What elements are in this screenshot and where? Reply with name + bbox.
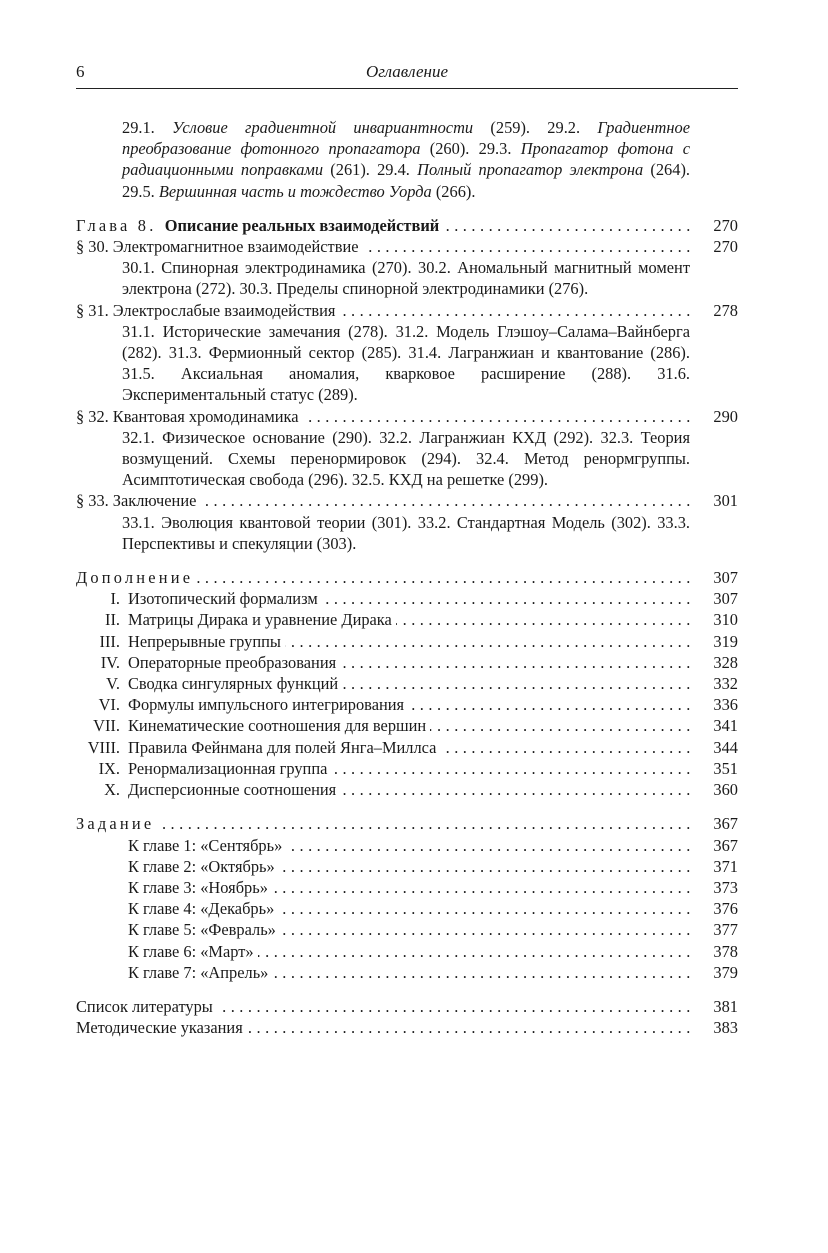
page-ref: 278 [713, 300, 738, 320]
appendix-number: III. [99, 631, 120, 651]
appendix-heading [76, 589, 322, 608]
page-ref: 310 [713, 610, 738, 630]
task-entry[interactable] [76, 877, 738, 898]
page-ref: 301 [713, 491, 738, 511]
task-heading [76, 857, 279, 876]
appendix-entry[interactable] [76, 652, 738, 673]
task-entry[interactable] [76, 962, 738, 983]
appendix-heading [76, 759, 331, 778]
section-heading [76, 237, 363, 256]
page-ref: 336 [713, 695, 738, 715]
subsection-ref: (261). 29.4. [323, 160, 418, 180]
appendix-heading [76, 780, 340, 799]
task-entry[interactable] [76, 898, 738, 919]
task-title: К главе 4: «Декабрь» [128, 899, 275, 919]
page-ref: 360 [713, 780, 738, 800]
appendix-title: Дополнение [76, 568, 197, 587]
leader-dots [76, 631, 690, 652]
leader-dots [76, 694, 690, 715]
appendix-item-title: Матрицы Дирака и уравнение Дирака [128, 610, 392, 630]
leader-dots [76, 715, 690, 736]
task-title: К главе 2: «Октябрь» [128, 856, 275, 876]
toc-entry-section[interactable] [76, 236, 738, 257]
subsection-list: 31.1. Исторические замечания (278). 31.2. Модель Глэшоу–Салама–Вайнберга (282). 31.3. Фермионный сектор (285). 31.4. Лагранжиан и квантование (286). 31.5. Аксиальная аномалия, кварковое расширение (288). 31.6. Экспериментальный статус (289). [122, 321, 690, 405]
appendix-heading [76, 716, 430, 735]
page-ref: 341 [713, 716, 738, 736]
page-ref: 290 [713, 406, 738, 426]
task-title: К главе 1: «Сентябрь» [128, 835, 283, 855]
page-ref: 367 [713, 814, 738, 834]
leader-dots [76, 919, 690, 940]
appendix-heading [76, 695, 408, 714]
subsection-title: Полный пропагатор электрона [417, 160, 644, 180]
appendix-number: I. [110, 589, 120, 609]
toc-entry-tasks[interactable] [76, 813, 738, 834]
page-ref: 307 [713, 589, 738, 609]
subsection-list: 32.1. Физическое основание (290). 32.2. Лагранжиан КХД (292). 32.3. Теория возмущений. Схемы перенормировок (294). 32.4. Метод ренормгруппы. Асимптотическая свобода (296). 32.5. КХД на решетке (299). [122, 427, 690, 490]
appendix-item-title: Правила Фейнмана для полей Янга–Миллса [128, 737, 437, 757]
appendix-heading [76, 653, 340, 672]
appendix-item-title: Операторные преобразования [128, 652, 337, 672]
leader-dots [76, 609, 690, 630]
page-ref: 377 [713, 920, 738, 940]
appendix-entry[interactable] [76, 694, 738, 715]
page-ref: 307 [713, 568, 738, 588]
section-number: § 30. [76, 237, 109, 257]
subsection-title: Пропагатор фотона с радиационными поправками [122, 139, 690, 180]
appendix-number: IX. [98, 758, 120, 778]
leader-dots [76, 835, 690, 856]
appendix-heading [76, 610, 396, 629]
leader-dots [76, 779, 690, 800]
appendix-entry[interactable] [76, 609, 738, 630]
subsection-ref: 29.1. [122, 118, 173, 137]
chapter-prefix: Глава 8. [76, 215, 157, 235]
appendix-entry[interactable] [76, 715, 738, 736]
page-ref: 371 [713, 856, 738, 876]
subsection-ref: (260). 29.3. [420, 139, 521, 159]
page-ref: 319 [713, 631, 738, 651]
appendix-number: IV. [100, 652, 120, 672]
page-ref: 344 [713, 737, 738, 757]
appendix-entry[interactable] [76, 631, 738, 652]
appendix-entry[interactable] [76, 673, 738, 694]
page-ref: 367 [713, 835, 738, 855]
page-ref: 383 [713, 1018, 738, 1038]
chapter-title: Описание реальных взаимодействий [164, 215, 440, 235]
toc-page [76, 62, 738, 1038]
task-heading [76, 878, 272, 897]
appendix-heading [76, 738, 440, 757]
page-ref: 379 [713, 962, 738, 982]
appendix-number: VIII. [87, 737, 120, 757]
task-title: К главе 5: «Февраль» [128, 920, 276, 940]
task-heading [76, 963, 272, 982]
task-heading [76, 836, 286, 855]
appendix-entry[interactable] [76, 779, 738, 800]
leader-dots [76, 877, 690, 898]
appendix-number: V. [106, 674, 120, 694]
page-ref: 332 [713, 674, 738, 694]
appendix-item-title: Изотопический формализм [128, 589, 318, 609]
section-title: Квантовая хромодинамика [112, 406, 299, 426]
appendix-entry[interactable] [76, 737, 738, 758]
appendix-heading [76, 632, 285, 651]
leader-dots [76, 737, 690, 758]
leader-dots [76, 898, 690, 919]
leader-dots [76, 941, 690, 962]
task-title: К главе 7: «Апрель» [128, 962, 269, 982]
toc-entry-guidelines[interactable] [76, 1017, 738, 1038]
section-title: Электромагнитное взаимодействие [112, 237, 359, 257]
appendix-number: II. [104, 610, 120, 630]
page-ref: 381 [713, 996, 738, 1016]
task-entry[interactable] [76, 856, 738, 877]
appendix-item-title: Ренормализационная группа [128, 758, 328, 778]
section-heading [76, 301, 339, 320]
guidelines-title: Методические указания [76, 1018, 247, 1037]
appendix-item-title: Дисперсионные соотношения [128, 780, 337, 800]
section-number: § 33. [76, 491, 109, 511]
running-header [76, 62, 738, 89]
toc-entry-section[interactable] [76, 406, 738, 427]
page-ref: 270 [713, 215, 738, 235]
toc-entry-bibliography[interactable] [76, 996, 738, 1017]
section-list [76, 236, 738, 554]
section-heading [76, 491, 200, 510]
task-title: К главе 6: «Март» [128, 941, 254, 961]
task-entry[interactable] [76, 941, 738, 962]
page-ref: 328 [713, 652, 738, 672]
section-number: § 31. [76, 300, 109, 320]
tasks-title: Задание [76, 814, 158, 833]
appendix-number: VII. [93, 716, 120, 736]
toc-entry-section[interactable] [76, 490, 738, 511]
appendix-number: VI. [98, 695, 120, 715]
section-heading [76, 407, 303, 426]
continued-subsection-list [76, 117, 738, 202]
tasks-list [76, 835, 738, 983]
appendix-heading [76, 674, 342, 693]
leader-dots [76, 236, 690, 257]
bibliography-title: Список литературы [76, 997, 217, 1016]
page-ref: 373 [713, 877, 738, 897]
subsection-title: Вершинная часть и тождество Уорда [158, 181, 432, 201]
toc-entry-chapter-8[interactable] [76, 215, 738, 236]
leader-dots [76, 406, 690, 427]
page-ref: 351 [713, 758, 738, 778]
task-title: К главе 3: «Ноябрь» [128, 877, 268, 897]
leader-dots [76, 856, 690, 877]
subsection-ref: (259). 29.2. [473, 118, 598, 137]
page-ref: 378 [713, 941, 738, 961]
subsection-title: Градиентное преобразование фотонного пропагатора [122, 118, 690, 159]
toc-entry-section[interactable] [76, 300, 738, 321]
section-number: § 32. [76, 406, 109, 426]
task-heading [76, 942, 258, 961]
section-title: Электрослабые взаимодействия [112, 300, 336, 320]
section-title: Заключение [112, 491, 197, 511]
appendix-item-title: Кинематические соотношения для вершин [128, 716, 427, 736]
task-heading [76, 899, 278, 918]
leader-dots [76, 673, 690, 694]
leader-dots [76, 300, 690, 321]
task-entry[interactable] [76, 919, 738, 940]
leader-dots [76, 758, 690, 779]
toc-entry-appendix[interactable] [76, 567, 738, 588]
appendix-list [76, 588, 738, 800]
appendix-item-title: Формулы импульсного интегрирования [128, 695, 405, 715]
leader-dots [76, 588, 690, 609]
subsection-ref: (266). [431, 181, 476, 201]
page-ref: 376 [713, 899, 738, 919]
appendix-item-title: Непрерывные группы [128, 631, 281, 651]
leader-dots [76, 490, 690, 511]
appendix-number: X. [104, 780, 120, 800]
leader-dots [76, 652, 690, 673]
subsection-ref: (264). 29.5. [122, 160, 690, 201]
subsection-title: Условие градиентной инвариантности [172, 118, 474, 137]
running-title: Оглавление [365, 62, 449, 81]
appendix-item-title: Сводка сингулярных функций [128, 674, 339, 694]
task-heading [76, 920, 280, 939]
subsection-list: 33.1. Эволюция квантовой теории (301). 33.2. Стандартная Модель (302). 33.3. Перспективы и спекуляции (303). [122, 512, 690, 553]
page-ref: 270 [713, 237, 738, 257]
page-number: 6 [76, 62, 85, 81]
appendix-entry[interactable] [76, 588, 738, 609]
subsection-list: 30.1. Спинорная электродинамика (270). 30.2. Аномальный магнитный момент электрона (272). 30.3. Пределы спинорной электродинамики (276). [122, 258, 690, 299]
leader-dots [76, 962, 690, 983]
task-entry[interactable] [76, 835, 738, 856]
appendix-entry[interactable] [76, 758, 738, 779]
